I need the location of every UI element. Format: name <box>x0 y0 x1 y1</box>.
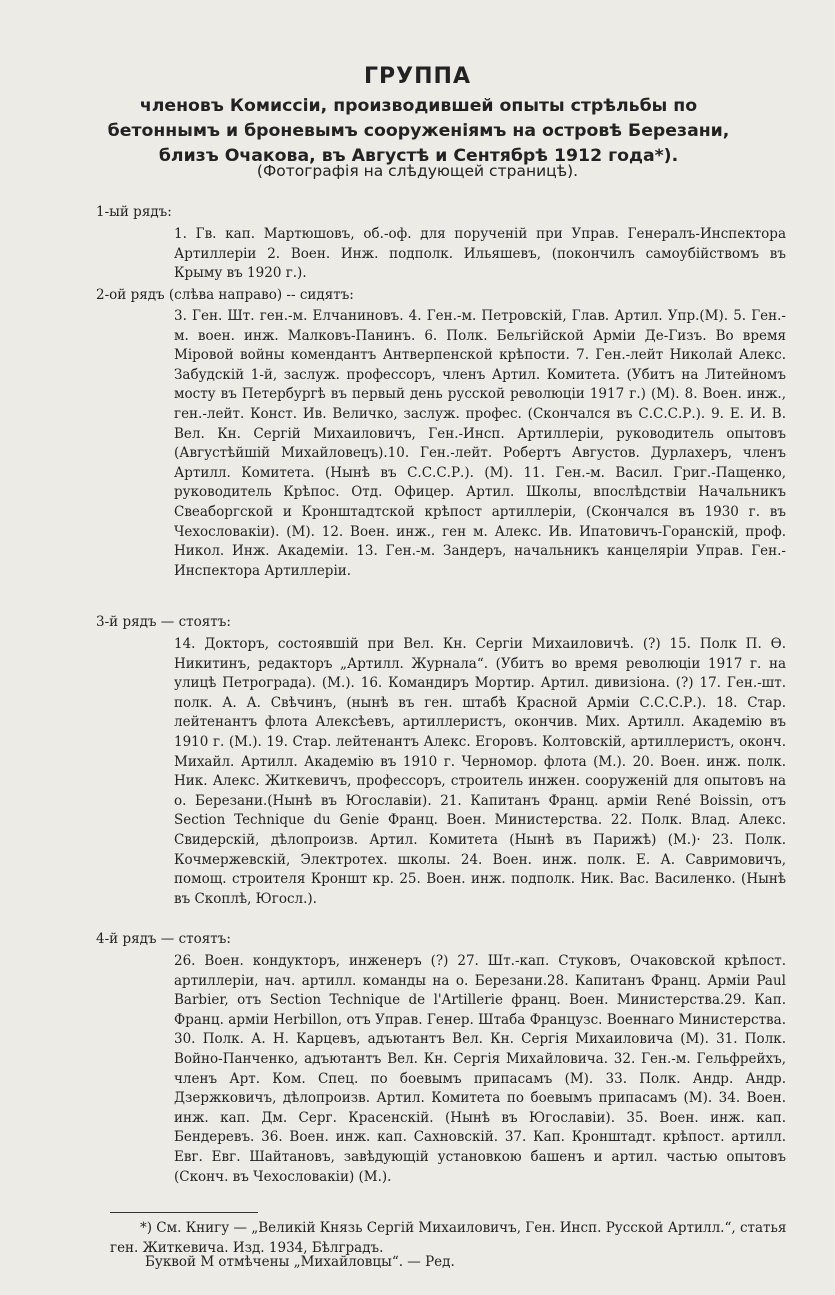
photo-note: (Фотографія на слѣдующей страницѣ). <box>256 162 579 180</box>
row-2-text <box>174 307 786 581</box>
row-1-label: 1-ый рядъ: <box>96 204 172 220</box>
page-subtitle: членовъ Комиссіи, производившей опыты стрѣльбы по бетоннымъ и броневымъ сооруженіямъ на островѣ Березани, близъ Очакова, въ Августѣ и Сентябрѣ 1912 года*). <box>107 96 730 166</box>
row-2-label: 2-ой рядъ (слѣва направо) -- сидятъ: <box>96 287 354 303</box>
row-4-label: 4-й рядъ — стоятъ: <box>96 931 231 947</box>
row-3-paragraph: 14. Докторъ, состоявшій при Вел. Кн. Сергіи Михаиловичѣ. (?) 15. Полк П. Ѳ. Никитинъ, редакторъ „Артилл. Журнала“. (Убитъ во время революціи 1917 г. на улицѣ Петрограда). (М.). 16. Командиръ Мортир. Артил. дивизіона. (?) 17. Ген.-шт. полк. А. А. Свѣчинъ, (нынѣ въ ген. штабѣ Красной Арміи С.С.С.Р.). 18. Стар. лейтенантъ флота Алексѣевъ, артиллеристъ, окончив. Мих. Артилл. Академію въ 1910 г. (М.). 19. Стар. лейтенантъ Алекс. Егоровъ. Колтовскій, артиллеристъ, оконч. Михайл. Артилл. Академію въ 1910 г. Черномор. флота (М.). 20. Воен. инж. полк. Ник. Алекс. Житкевичъ, профессоръ, строитель инжен. сооруженій для опытовъ на о. Березани.(Нынѣ въ Югославіи). 21. Капитанъ Франц. арміи René Boissin, отъ Section Technique du Genie Франц. Воен. Министерства. 22. Полк. Влад. Алекс. Свидерскій, дѣлопроизв. Артил. Комитета (Нынѣ въ Парижѣ) (М.)· 23. Полк. Кочмержевскій, Электротех. школы. 24. Воен. инж. полк. Е. А. Савримовичъ, помощ. строителя Кроншт кр. 25. Воен. инж. подполк. Ник. Вас. Василенко. (Нынѣ въ Скоплѣ, Югосл.). <box>174 636 786 907</box>
row-2-paragraph: 3. Ген. Шт. ген.-м. Елчаниновъ. 4. Ген.-м. Петровскій, Глав. Артил. Упр.(М). 5. Ген.-м. воен. инж. Малковъ-Панинъ. 6. Полк. Бельгійской Арміи Де-Гизъ. Во время Міровой войны комендантъ Антверпенской крѣпости. 7. Ген.-лейт Николай Алекс. Забудскій 1-й, заслуж. профессоръ, членъ Артил. Комитета. (Убитъ на Литейномъ мосту въ Петербургѣ въ первый день русской революціи 1917 г.) (М). 8. Воен. инж., ген.-лейт. Конст. Ив. Величко, заслуж. профес. (Скончался въ С.С.С.Р.). 9. Е. И. В. Вел. Кн. Сергій Михаиловичъ, Ген.-Инсп. Артиллеріи, руководитель опытовъ (Августѣйшій Михайловецъ).10. Ген.-лейт. Робертъ Августов. Дурлахеръ, членъ Артилл. Комитета. (Нынѣ въ С.С.С.Р.). (М). 11. Ген.-м. Васил. Григ.-Пащенко, руководитель Крѣпос. Отд. Офицер. Артил. Школы, впослѣдствіи Начальникъ Свеаборгской и Кронштадтской крѣпост артиллеріи, (Скончался въ 1930 г. въ Чехословакіи). (М). 12. Воен. инж., ген м. Алекс. Ив. Ипатовичъ-Горанскій, проф. Никол. Инж. Академіи. 13. Ген.-м. Зандеръ, начальникъ канцеляріи Управ. Ген.-Инспектора Артиллеріи. <box>174 308 786 579</box>
footnote-1: *) См. Книгу — „Великій Князь Сергій Михаиловичъ, Ген. Инсп. Русской Артилл.“, статья ген. Житкевича. Изд. 1934, Бѣлградъ. <box>110 1220 787 1256</box>
page-title: ГРУППА <box>364 64 471 89</box>
row-1-paragraph: 1. Гв. кап. Мартюшовъ, об.-оф. для порученій при Управ. Генералъ-Инспектора Артиллеріи 2. Воен. Инж. подполк. Ильяшевъ, (покончилъ самоубійствомъ въ Крыму въ 1920 г.). <box>174 226 786 282</box>
row-3-text <box>174 635 786 909</box>
row-4-paragraph: 26. Воен. кондукторъ, инженеръ (?) 27. Шт.-кап. Стуковъ, Очаковской крѣпост. артиллеріи, нач. артилл. команды на о. Березани.28. Капитанъ Франц. Арміи Paul Barbier, отъ Section Technique de l'Artillerie франц. Воен. Министерства.29. Кап. Франц. арміи Herbillon, отъ Управ. Генер. Штаба Французс. Военнаго Министерства. 30. Полк. А. Н. Карцевъ, адъютантъ Вел. Кн. Сергія Михаиловича (М). 31. Полк. Войно-Панченко, адъютантъ Вел. Кн. Сергія Михайловича. 32. Ген.-м. Гельфрейхъ, членъ Арт. Ком. Спец. по боевымъ припасамъ (М). 33. Полк. Андр. Андр. Дзержковичъ, дѣлопроизв. Артил. Комитета по боевымъ припасамъ (М). 34. Воен. инж. кап. Дм. Серг. Красенскій. (Нынѣ въ Югославіи). 35. Воен. инж. кап. Бендеревъ. 36. Воен. инж. кап. Сахновскій. 37. Кап. Кронштадт. крѣпост. артилл. Евг. Евг. Шайтановъ, завѣдующій установкою башенъ и артил. частью опытовъ (Сконч. въ Чехословакіи) (М.). <box>174 953 786 1185</box>
row-1-text <box>174 225 786 284</box>
footnote-divider <box>110 1212 258 1213</box>
row-4-text <box>174 952 786 1187</box>
row-3-label: 3-й рядъ — стоятъ: <box>96 614 231 630</box>
footnote-2: Буквой М отмѣчены „Михайловцы“. — Ред. <box>145 1254 455 1270</box>
